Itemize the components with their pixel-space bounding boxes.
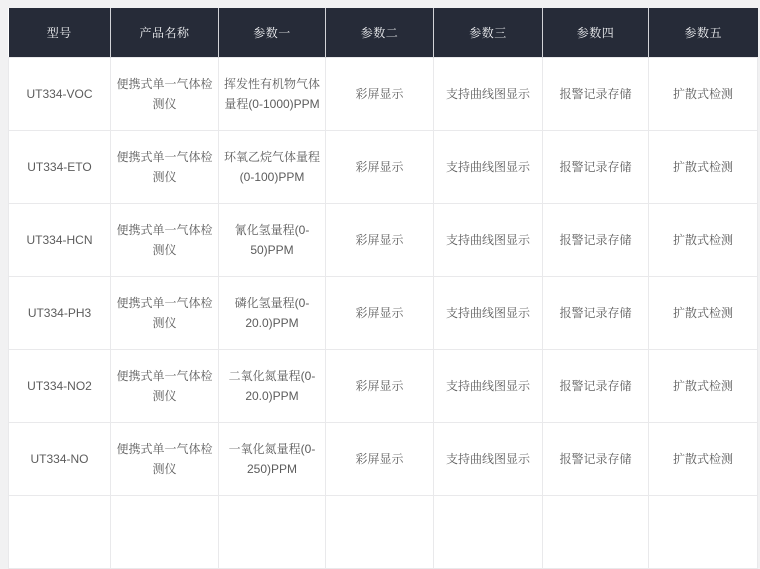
table-cell: 报警记录存储 xyxy=(543,57,649,130)
column-header: 型号 xyxy=(9,8,111,57)
table-cell: 报警记录存储 xyxy=(543,203,649,276)
table-cell: 扩散式检测 xyxy=(649,276,758,349)
column-header: 参数四 xyxy=(543,8,649,57)
table-cell: 环氧乙烷气体量程(0-100)PPM xyxy=(219,130,326,203)
table-cell: 彩屏显示 xyxy=(326,349,434,422)
table-cell: 支持曲线图显示 xyxy=(434,57,543,130)
table-cell: 挥发性有机物气体量程(0-1000)PPM xyxy=(219,57,326,130)
table-header-row xyxy=(9,8,758,57)
table-cell: UT334-HCN xyxy=(9,203,111,276)
table-cell: 磷化氢量程(0-20.0)PPM xyxy=(219,276,326,349)
table-cell: 彩屏显示 xyxy=(326,276,434,349)
table-body xyxy=(9,57,758,568)
product-spec-table-container xyxy=(8,8,757,569)
table-cell: 报警记录存储 xyxy=(543,349,649,422)
table-cell: 一氧化氮量程(0-250)PPM xyxy=(219,422,326,495)
product-spec-table xyxy=(8,8,758,569)
table-cell: 便携式单一气体检测仪 xyxy=(111,130,219,203)
table-cell: 扩散式检测 xyxy=(649,203,758,276)
table-cell xyxy=(111,495,219,568)
table-cell: 支持曲线图显示 xyxy=(434,276,543,349)
table-cell: 报警记录存储 xyxy=(543,422,649,495)
column-header: 参数二 xyxy=(326,8,434,57)
table-cell xyxy=(326,495,434,568)
table-cell: UT334-PH3 xyxy=(9,276,111,349)
table-row-partial xyxy=(9,495,758,568)
column-header: 参数三 xyxy=(434,8,543,57)
table-cell xyxy=(543,495,649,568)
table-cell: 扩散式检测 xyxy=(649,422,758,495)
table-row xyxy=(9,422,758,495)
table-cell: 支持曲线图显示 xyxy=(434,130,543,203)
column-header: 产品名称 xyxy=(111,8,219,57)
table-cell: UT334-VOC xyxy=(9,57,111,130)
table-row xyxy=(9,349,758,422)
table-cell: 二氧化氮量程(0-20.0)PPM xyxy=(219,349,326,422)
table-cell: 便携式单一气体检测仪 xyxy=(111,203,219,276)
table-cell xyxy=(434,495,543,568)
table-cell: 支持曲线图显示 xyxy=(434,203,543,276)
table-cell: 支持曲线图显示 xyxy=(434,422,543,495)
table-cell: 报警记录存储 xyxy=(543,276,649,349)
table-cell: 便携式单一气体检测仪 xyxy=(111,422,219,495)
table-row xyxy=(9,203,758,276)
table-cell xyxy=(219,495,326,568)
table-cell: 扩散式检测 xyxy=(649,57,758,130)
table-cell xyxy=(9,495,111,568)
table-cell: 支持曲线图显示 xyxy=(434,349,543,422)
table-cell: 报警记录存储 xyxy=(543,130,649,203)
table-cell: UT334-NO xyxy=(9,422,111,495)
table-row xyxy=(9,276,758,349)
table-cell: 彩屏显示 xyxy=(326,422,434,495)
table-cell: UT334-NO2 xyxy=(9,349,111,422)
table-cell: 便携式单一气体检测仪 xyxy=(111,349,219,422)
table-cell: UT334-ETO xyxy=(9,130,111,203)
table-head xyxy=(9,8,758,57)
table-cell: 彩屏显示 xyxy=(326,203,434,276)
table-row xyxy=(9,130,758,203)
table-cell: 彩屏显示 xyxy=(326,57,434,130)
table-cell: 便携式单一气体检测仪 xyxy=(111,276,219,349)
table-cell: 彩屏显示 xyxy=(326,130,434,203)
table-row xyxy=(9,57,758,130)
table-cell xyxy=(649,495,758,568)
table-cell: 氰化氢量程(0-50)PPM xyxy=(219,203,326,276)
column-header: 参数五 xyxy=(649,8,758,57)
table-cell: 扩散式检测 xyxy=(649,130,758,203)
table-cell: 扩散式检测 xyxy=(649,349,758,422)
table-cell: 便携式单一气体检测仪 xyxy=(111,57,219,130)
column-header: 参数一 xyxy=(219,8,326,57)
